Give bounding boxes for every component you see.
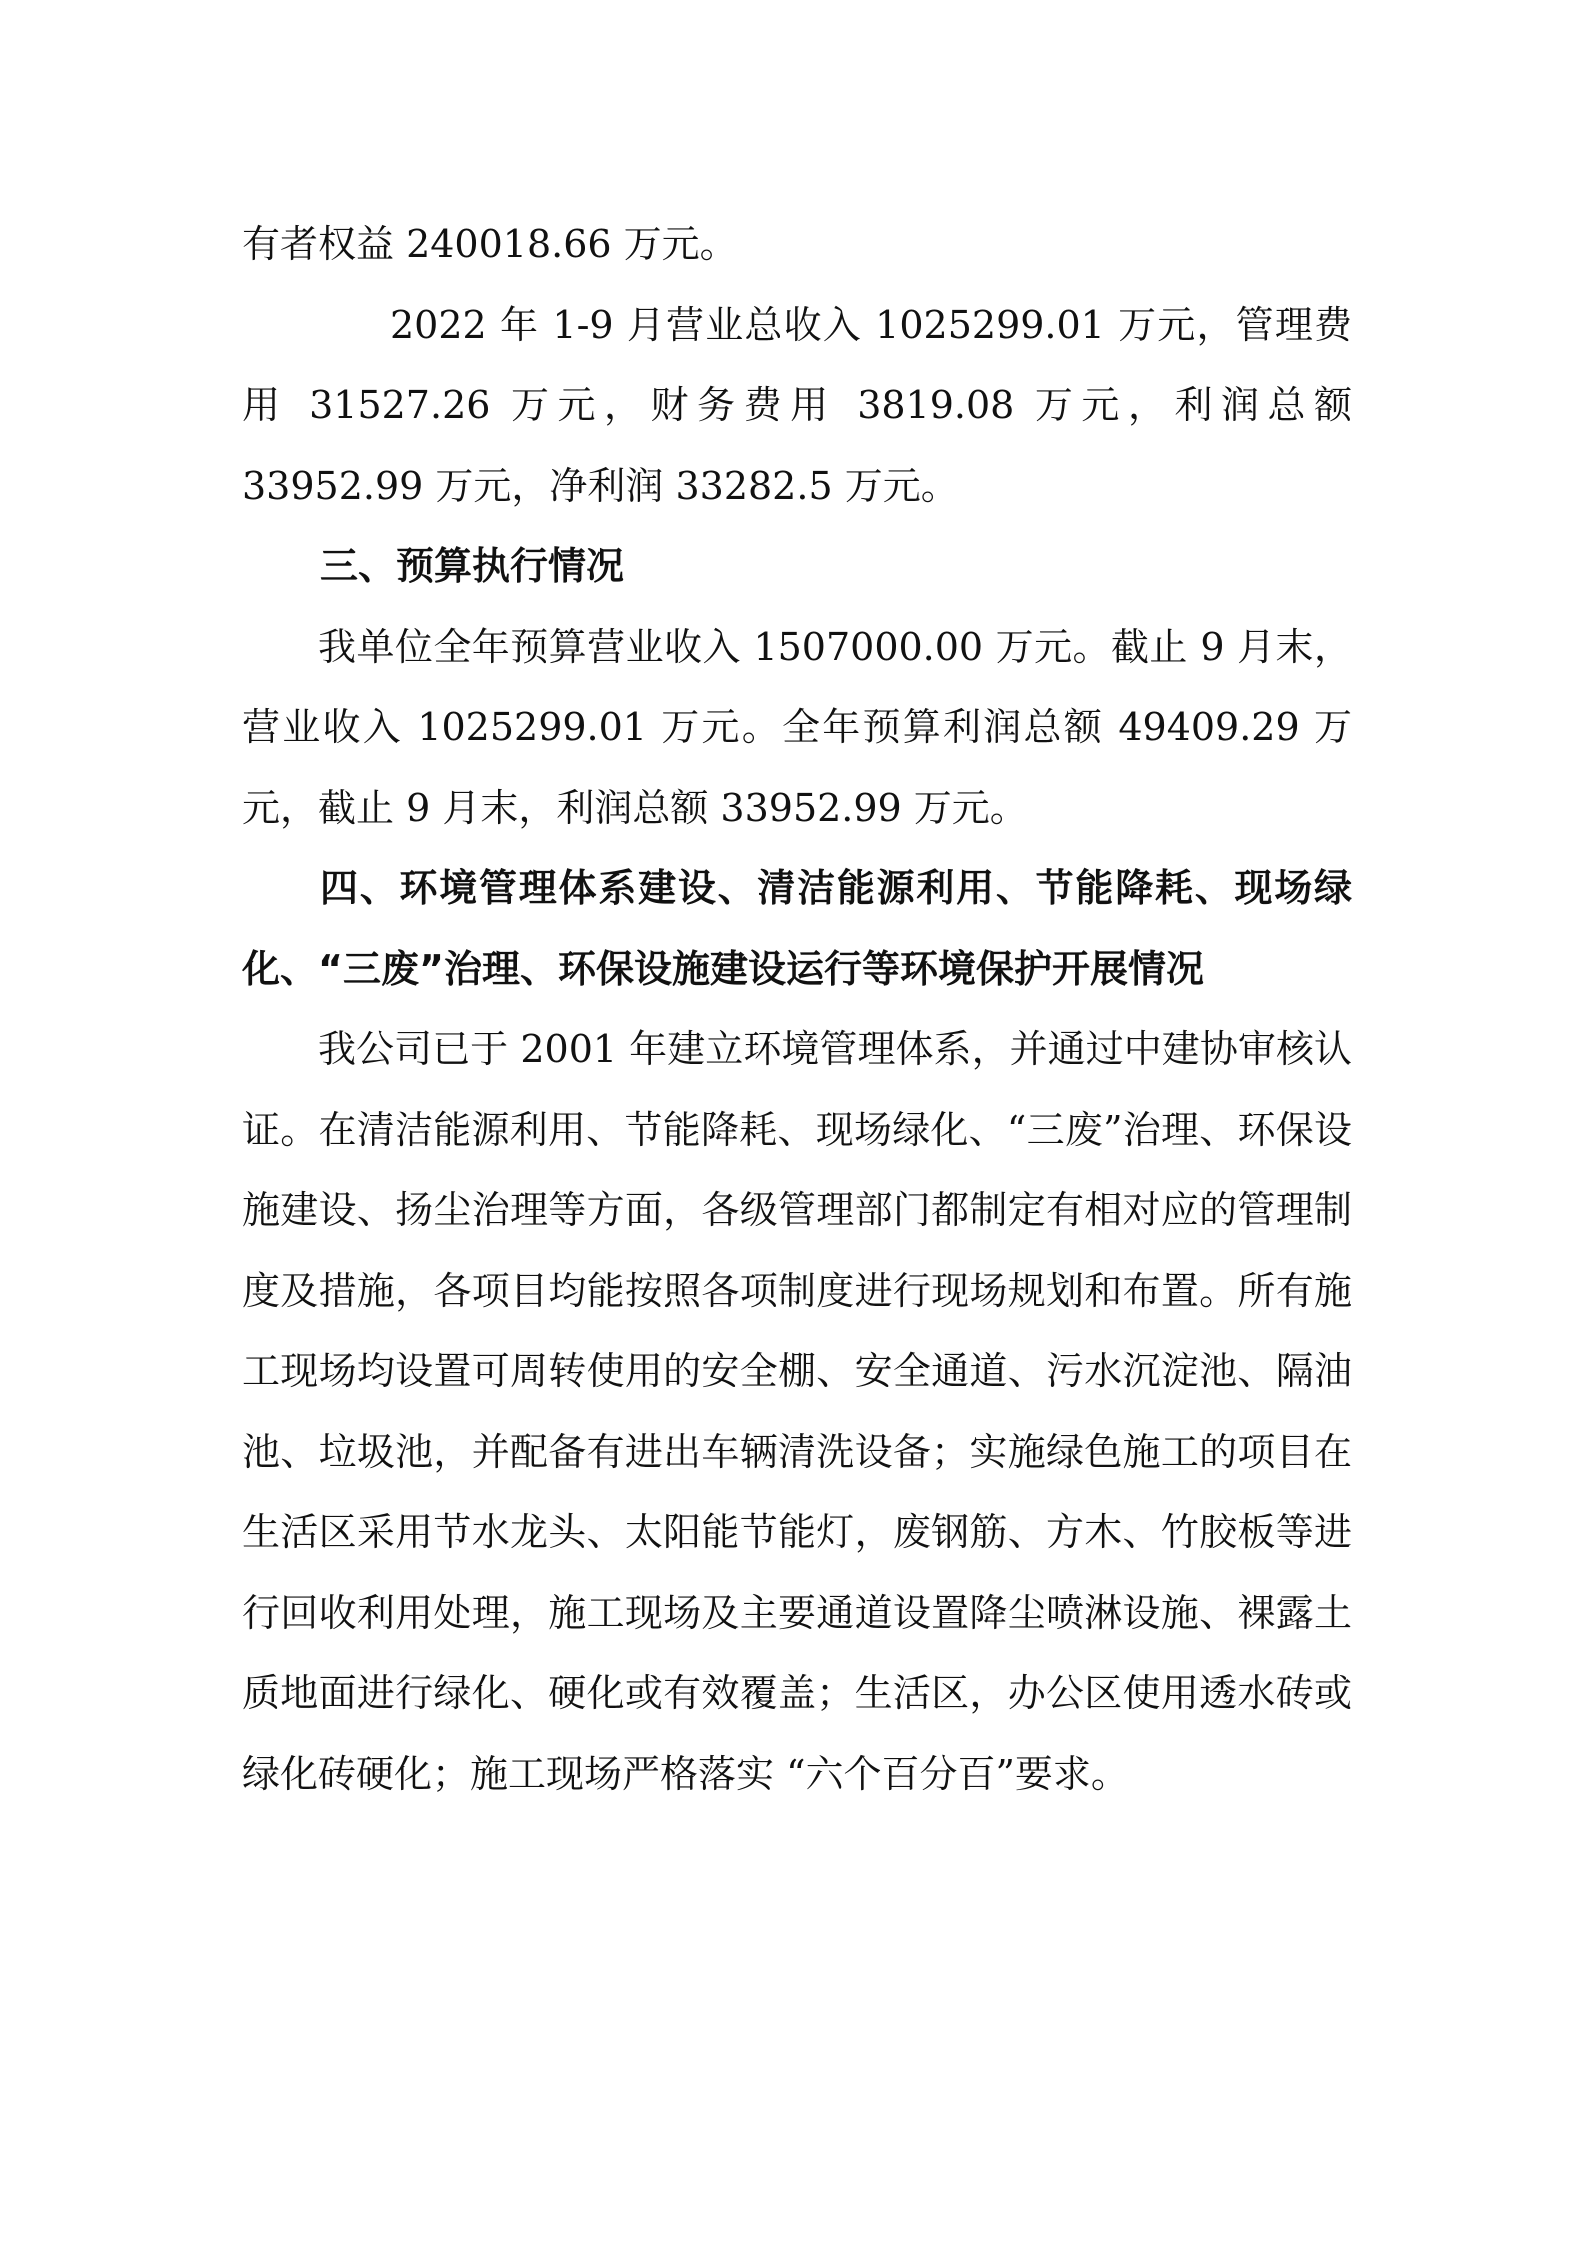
section-heading-environmental-protection: 四、环境管理体系建设、清洁能源利用、节能降耗、现场绿化、“三废”治理、环保设施建设运行等环境保护开展情况	[242, 866, 1352, 991]
paragraph-budget-execution: 我单位全年预算营业收入 1507000.00 万元。截止 9 月末，营业收入 1025299.01 万元。全年预算利润总额 49409.29 万元，截止 9 月末，利润总额 33952.99 万元。	[242, 624, 1352, 830]
section-heading-budget-execution: 三、预算执行情况	[320, 544, 625, 588]
paragraph-environmental-protection: 我公司已于 2001 年建立环境管理体系，并通过中建协审核认证。在清洁能源利用、节能降耗、现场绿化、“三废”治理、环保设施建设、扬尘治理等方面，各级管理部门都制定有相对应的管理制度及措施，各项目均能按照各项制度进行现场规划和布置。所有施工现场均设置可周转使用的安全棚、安全通道、污水沉淀池、隔油池、垃圾池，并配备有进出车辆清洗设备；实施绿色施工的项目在生活区采用节水龙头、太阳能节能灯，废钢筋、方木、竹胶板等进行回收利用处理，施工现场及主要通道设置降尘喷淋设施、裸露土质地面进行绿化、硬化或有效覆盖；生活区，办公区使用透水砖或绿化砖硬化；施工现场严格落实 “六个百分百”要求。	[242, 1027, 1352, 1796]
paragraph-owners-equity: 有者权益 240018.66 万元。	[242, 222, 738, 266]
paragraph-revenue-summary: 2022 年 1-9 月营业总收入 1025299.01 万元，管理费用 31527.26 万元，财务费用 3819.08 万元，利润总额 33952.99 万元，净利润 33282.5 万元。	[242, 302, 1352, 508]
document-page	[242, 204, 1352, 1814]
